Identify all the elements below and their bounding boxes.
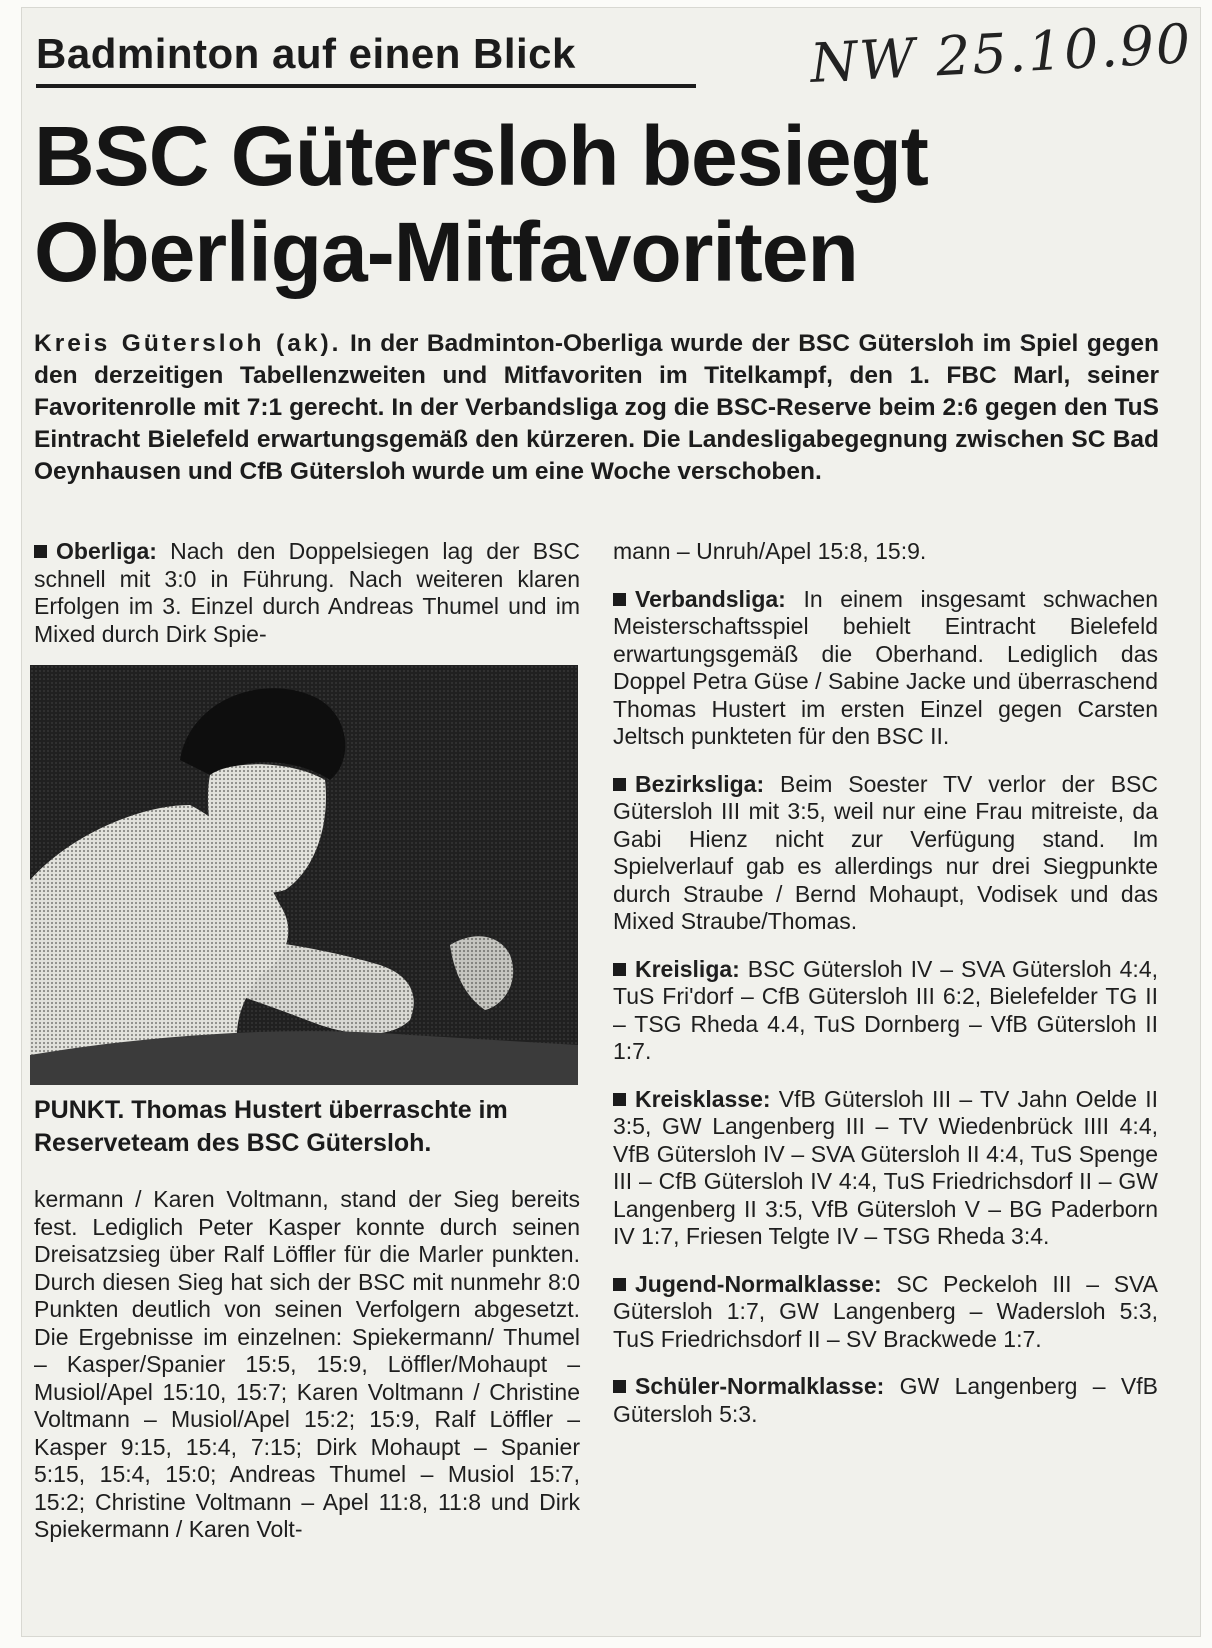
photo-player <box>30 665 578 1085</box>
bullet-square-icon <box>613 778 626 791</box>
oberliga-text-bottom: kermann / Karen Voltmann, stand der Sieg bereits fest. Lediglich Peter Kasper konnte durch seinen Dreisatzsieg über Ralf Löffler für die Marler punkten. Durch diesen Sieg hat sich der BSC mit nunmehr 8:0 Punkten deutlich von seinen Verfolgern abgesetzt. Die Ergebnisse im einzelnen: Spiekermann/ Thumel – Kasper/Spanier 15:5, 15:9, Löffler/Mohaupt – Musiol/Apel 15:10, 15:7; Karen Voltmann / Christine Voltmann – Musiol/Apel 15:2; 15:9, Ralf Löffler – Kasper 9:15, 15:4, 7:15; Dirk Mohaupt – Spanier 5:15, 15:4, 15:0; Andreas Thumel – Musiol 15:7, 15:2; Christine Voltmann – Apel 11:8, 11:8 und Dirk Spiekermann / Karen Volt- <box>34 1186 580 1542</box>
overline-rule <box>36 84 696 88</box>
section-text: Beim Soester TV verlor der BSC Gütersloh III mit 3:5, weil nur eine Frau mitreiste, da Gabi Hienz nicht zur Verfügung stand. Im Spielverlauf gab es allerdings nur drei Siegpunkte durch Straube / Bernd Mohaupt, Vodisek und das Mixed Straube/Thomas. <box>613 770 1159 934</box>
right-column <box>613 538 1158 1448</box>
left-column-top <box>34 538 580 648</box>
headline: BSC Gütersloh besiegt Oberliga-Mitfavoriten <box>34 109 928 299</box>
section-verbandsliga <box>613 586 1158 751</box>
section-text: VfB Gütersloh III – TV Jahn Oelde II 3:5, GW Langenberg III – TV Wiedenbrück IIII 4:4, VfB Gütersloh IV – SVA Gütersloh II 4:4, TuS Spenge III – CfB Gütersloh IV 4:4, TuS Friedrichsdorf II – GW Langenberg II 3:5, VfB Gütersloh V – BG Paderborn IV 1:7, Friesen Telgte IV – TSG Rheda 3:4. <box>613 1085 1159 1249</box>
bullet-square-icon <box>613 1380 626 1393</box>
section-text: BSC Gütersloh IV – SVA Gütersloh 4:4, TuS Fri'dorf – CfB Gütersloh III 6:2, Bielefelder TG II – TSG Rheda 4.4, TuS Dornberg – VfB Gütersloh II 1:7. <box>613 955 1159 1064</box>
handwritten-source-date: NW 25.10.90 <box>808 12 1194 95</box>
lead-text: In der Badminton-Oberliga wurde der BSC Gütersloh im Spiel gegen den derzeitigen Tabellenzweiten und Mitfavoriten im Titelkampf, den 1. FBC Marl, seiner Favoritenrolle mit 7:1 gerecht. In der Verbandsliga zog die BSC-Reserve beim 2:6 gegen den TuS Eintracht Bielefeld erwartungsgemäß den kürzeren. Die Landesligabegegnung zwischen SC Bad Oeynhausen und CfB Gütersloh wurde um eine Woche verschoben. <box>34 330 1160 485</box>
bullet-square-icon <box>613 963 626 976</box>
section-kreisliga <box>613 956 1158 1066</box>
section-label: Verbandsliga: <box>635 585 786 612</box>
bullet-square-icon <box>34 545 47 558</box>
section-label: Kreisklasse: <box>635 1085 771 1112</box>
section-text: SC Peckeloh III – SVA Gütersloh 1:7, GW Langenberg – Wadersloh 5:3, TuS Friedrichsdorf II – SV Brackwede 1:7. <box>613 1270 1159 1352</box>
section-label: Schüler-Normalklasse: <box>635 1373 885 1399</box>
section-bezirksliga <box>613 771 1158 936</box>
section-jugend-normalklasse <box>613 1271 1158 1354</box>
bullet-square-icon <box>613 1093 626 1106</box>
section-label: Jugend-Normalklasse: <box>635 1270 882 1297</box>
section-kreisklasse <box>613 1086 1158 1251</box>
section-text: In einem insgesamt schwachen Meisterschaftsspiel behielt Eintracht Bielefeld erwartungsgemäß die Oberhand. Lediglich das Doppel Petra Güse / Sabine Jacke und überraschend Thomas Hustert im ersten Einzel gegen Carsten Jeltsch punkteten für den BSC II. <box>613 585 1159 749</box>
section-text: GW Langenberg – VfB Gütersloh 5:3. <box>613 1373 1159 1427</box>
photo-caption: PUNKT. Thomas Hustert überraschte im Reserveteam des BSC Gütersloh. <box>34 1096 508 1157</box>
section-label: Bezirksliga: <box>635 770 765 797</box>
left-column-bottom <box>34 1186 580 1544</box>
bullet-square-icon <box>613 1278 626 1291</box>
continuation-text: mann – Unruh/Apel 15:8, 15:9. <box>613 538 927 564</box>
bullet-square-icon <box>613 593 626 606</box>
section-schueler-normalklasse <box>613 1373 1158 1428</box>
oberliga-text-top: Nach den Doppelsiegen lag der BSC schnell mit 3:0 in Führung. Nach weiteren klaren Erfolgen im 3. Einzel durch Andreas Thumel und im Mixed durch Dirk Spie- <box>34 538 581 647</box>
section-label: Kreisliga: <box>635 955 740 982</box>
dateline: Kreis Gütersloh (ak). <box>34 330 342 357</box>
lead-paragraph <box>34 328 1159 488</box>
overline-title: Badminton auf einen Blick <box>36 30 576 77</box>
section-label-oberliga: Oberliga: <box>56 538 157 564</box>
